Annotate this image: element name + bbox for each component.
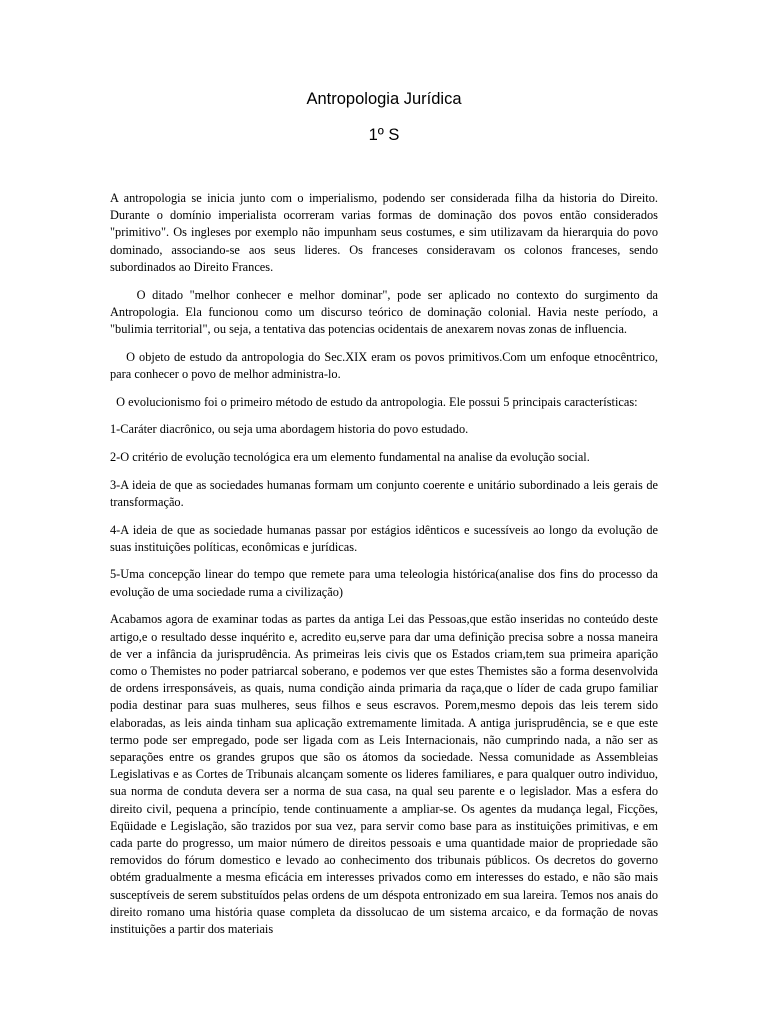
paragraph-objeto: O objeto de estudo da antropologia do Sec.XIX eram os povos primitivos.Com um enfoque etnocêntrico, para conhecer o povo de melhor administra-lo.: [110, 349, 658, 381]
list-item-1: 1-Caráter diacrônico, ou seja uma abordagem historia do povo estudado.: [110, 422, 469, 437]
list-item-4: 4-A ideia de que as sociedade humanas passar por estágios idênticos e sucessíveis ao longo da evolução de suas instituições políticas, econômicas e jurídicas.: [110, 522, 658, 554]
paragraph-intro: A antropologia se inicia junto com o imperialismo, podendo ser considerada filha da historia do Direito. Durante o domínio imperialista ocorreram varias formas de dominação dos povos então considerados "primitivo". Os ingleses por exemplo não impunham seus costumes, e sim utilizavam da hierarquia do povo dominado, associando-se aos seus lideres. Os franceses consideravam os colonos franceses, sendo subordinados ao Direito Frances.: [110, 191, 658, 274]
paragraph-ditado: O ditado "melhor conhecer e melhor dominar", pode ser aplicado no contexto do surgimento da Antropologia. Ela funcionou como um discurso teórico de dominação colonial. Havia neste período, a "bulimia territorial", ou seja, a tentativa das potencias ocidentais de anexarem novas zonas de influencia.: [110, 287, 658, 336]
list-item-2: 2-O critério de evolução tecnológica era um elemento fundamental na analise da evolução social.: [110, 449, 590, 464]
document-subtitle: 1º S: [368, 126, 400, 144]
document-body: [110, 190, 658, 938]
paragraph-evolucionismo: O evolucionismo foi o primeiro método de estudo da antropologia. Ele possui 5 principais características:: [110, 394, 638, 409]
paragraph-jurisprudencia: Acabamos agora de examinar todas as partes da antiga Lei das Pessoas,que estão inseridas no conteúdo deste artigo,e o resultado desse inquérito e, acredito eu,serve para dar uma definição precisa sobre a nossa maneira de ver a infância da jurisprudência. As primeiras leis civis que os Estados criam,tem sua primeira aparição como o Themistes no poder patriarcal soberano, e podemos ver que estes Themistes são a forma desenvolvida de ordens irresponsáveis, as quais, numa condição ainda primaria da raça,que o líder de cada grupo familiar podia destinar para suas mulheres, seus filhos e seus escravos. Porem,mesmo depois das leis terem sido elaboradas, as leis ainda tinham sua aplicação extremamente limitada. A antiga jurisprudência, se e que este termo pode ser empregado, pode ser ligada com as Leis Internacionais, não cumprindo nada, a não ser as separações entre os grandes grupos que são os átomos da sociedade. Nessa comunidade as Assembleias Legislativas e as Cortes de Tribunais alcançam somente os lideres familiares, e para qualquer outro individuo, sua norma de conduta devera ser a norma de sua casa, na qual seu parente e o legislador. Mas a esfera do direito civil, pequena a princípio, tende continuamente a ampliar-se. Os agentes da mudança legal, Ficções, Eqüidade e Legislação, são trazidos por sua vez, para servir como base para as instituições primitivas, e em cada parte do progresso, um maior número de direitos pessoais e uma quantidade maior de propriedade são removidos do fórum domestico e levado ao conhecimento dos tribunais públicos. Os decretos do governo obtém gradualmente a mesma eficácia em interesses privados como em interesses do estado, e não são mais susceptíveis de serem substituídos pelas ordens de um déspota entronizado em sua lareira. Temos nos anais do direito romano uma história quase completa da dissolucao de um sistema arcaico, e da formação de novas instituições a partir dos materiais: [110, 612, 658, 937]
list-item-3: 3-A ideia de que as sociedades humanas formam um conjunto coerente e unitário subordinado a leis gerais de transformação.: [110, 477, 658, 509]
list-item-5: 5-Uma concepção linear do tempo que remete para uma teleologia histórica(analise dos fins do processo da evolução de uma sociedade ruma a civilização): [110, 567, 658, 599]
document-title: Antropologia Jurídica: [306, 90, 462, 108]
